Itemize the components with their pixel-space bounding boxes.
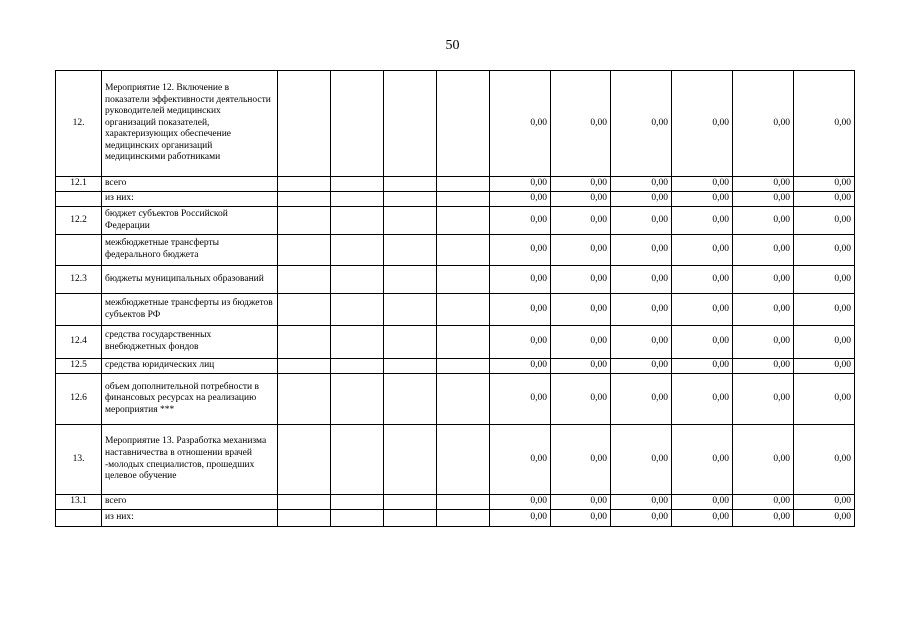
empty-cell [384, 207, 437, 235]
value-cell: 0,00 [794, 326, 855, 359]
empty-cell [437, 294, 490, 326]
empty-cell [278, 235, 331, 266]
value-cell: 0,00 [611, 425, 672, 495]
value-cell: 0,00 [490, 326, 551, 359]
row-description: бюджеты муниципальных образований [102, 266, 278, 294]
row-number: 12.4 [56, 326, 102, 359]
value-cell: 0,00 [733, 177, 794, 192]
value-cell: 0,00 [794, 510, 855, 527]
table-row [56, 177, 855, 192]
value-cell: 0,00 [672, 374, 733, 425]
value-cell: 0,00 [490, 207, 551, 235]
value-cell: 0,00 [733, 374, 794, 425]
value-cell: 0,00 [490, 266, 551, 294]
empty-cell [331, 510, 384, 527]
value-cell: 0,00 [551, 326, 611, 359]
value-cell: 0,00 [794, 495, 855, 510]
page-number: 50 [445, 38, 460, 53]
empty-cell [331, 326, 384, 359]
row-number: 12.1 [56, 177, 102, 192]
empty-cell [331, 235, 384, 266]
row-number: 12.5 [56, 359, 102, 374]
empty-cell [384, 294, 437, 326]
empty-cell [384, 235, 437, 266]
value-cell: 0,00 [794, 235, 855, 266]
table-row [56, 71, 855, 177]
empty-cell [437, 71, 490, 177]
row-description: всего [102, 177, 278, 192]
value-cell: 0,00 [794, 177, 855, 192]
row-number: 12. [56, 71, 102, 177]
empty-cell [278, 266, 331, 294]
row-number: 12.3 [56, 266, 102, 294]
empty-cell [384, 359, 437, 374]
value-cell: 0,00 [794, 266, 855, 294]
empty-cell [331, 294, 384, 326]
value-cell: 0,00 [490, 177, 551, 192]
value-cell: 0,00 [733, 326, 794, 359]
table-row [56, 374, 855, 425]
table-row [56, 425, 855, 495]
empty-cell [278, 294, 331, 326]
table-row [56, 510, 855, 527]
empty-cell [384, 192, 437, 207]
empty-cell [384, 71, 437, 177]
row-number: 12.6 [56, 374, 102, 425]
value-cell: 0,00 [733, 207, 794, 235]
empty-cell [278, 177, 331, 192]
empty-cell [278, 192, 331, 207]
value-cell: 0,00 [672, 177, 733, 192]
value-cell: 0,00 [551, 425, 611, 495]
value-cell: 0,00 [490, 510, 551, 527]
row-description: средства государственных внебюджетных фондов [102, 326, 278, 359]
table-row [56, 294, 855, 326]
row-description: бюджет субъектов Российской Федерации [102, 207, 278, 235]
row-description: объем дополнительной потребности в финансовых ресурсах на реализацию мероприятия *** [102, 374, 278, 425]
value-cell: 0,00 [672, 359, 733, 374]
value-cell: 0,00 [672, 495, 733, 510]
empty-cell [278, 326, 331, 359]
budget-table [55, 70, 855, 527]
empty-cell [278, 510, 331, 527]
value-cell: 0,00 [611, 71, 672, 177]
value-cell: 0,00 [551, 177, 611, 192]
value-cell: 0,00 [611, 207, 672, 235]
empty-cell [278, 71, 331, 177]
value-cell: 0,00 [672, 207, 733, 235]
value-cell: 0,00 [611, 510, 672, 527]
empty-cell [331, 192, 384, 207]
empty-cell [437, 177, 490, 192]
value-cell: 0,00 [551, 495, 611, 510]
value-cell: 0,00 [733, 294, 794, 326]
value-cell: 0,00 [611, 235, 672, 266]
table-body [56, 71, 855, 527]
empty-cell [331, 425, 384, 495]
value-cell: 0,00 [733, 71, 794, 177]
value-cell: 0,00 [794, 374, 855, 425]
empty-cell [437, 192, 490, 207]
value-cell: 0,00 [490, 294, 551, 326]
empty-cell [437, 359, 490, 374]
value-cell: 0,00 [733, 425, 794, 495]
value-cell: 0,00 [551, 192, 611, 207]
row-description: всего [102, 495, 278, 510]
value-cell: 0,00 [490, 359, 551, 374]
empty-cell [384, 326, 437, 359]
table-row [56, 192, 855, 207]
row-description: Мероприятие 12. Включение в показатели эффективности деятельности руководителей медицинских организаций показателей, характеризующих обеспечение медицинских организаций медицинскими работниками [102, 71, 278, 177]
value-cell: 0,00 [794, 192, 855, 207]
value-cell: 0,00 [794, 294, 855, 326]
empty-cell [384, 510, 437, 527]
value-cell: 0,00 [611, 326, 672, 359]
value-cell: 0,00 [551, 359, 611, 374]
empty-cell [384, 177, 437, 192]
empty-cell [437, 207, 490, 235]
value-cell: 0,00 [611, 266, 672, 294]
table-row [56, 266, 855, 294]
value-cell: 0,00 [672, 192, 733, 207]
value-cell: 0,00 [733, 266, 794, 294]
empty-cell [437, 326, 490, 359]
value-cell: 0,00 [733, 510, 794, 527]
value-cell: 0,00 [672, 71, 733, 177]
value-cell: 0,00 [611, 495, 672, 510]
empty-cell [331, 207, 384, 235]
value-cell: 0,00 [733, 495, 794, 510]
empty-cell [331, 71, 384, 177]
value-cell: 0,00 [794, 359, 855, 374]
value-cell: 0,00 [794, 71, 855, 177]
row-number [56, 192, 102, 207]
value-cell: 0,00 [672, 266, 733, 294]
row-description: из них: [102, 192, 278, 207]
value-cell: 0,00 [672, 425, 733, 495]
row-description: средства юридических лиц [102, 359, 278, 374]
value-cell: 0,00 [551, 374, 611, 425]
value-cell: 0,00 [490, 71, 551, 177]
empty-cell [278, 425, 331, 495]
empty-cell [384, 425, 437, 495]
empty-cell [331, 374, 384, 425]
table-row [56, 207, 855, 235]
value-cell: 0,00 [672, 510, 733, 527]
value-cell: 0,00 [551, 266, 611, 294]
table-row [56, 495, 855, 510]
empty-cell [437, 266, 490, 294]
value-cell: 0,00 [794, 207, 855, 235]
value-cell: 0,00 [490, 235, 551, 266]
value-cell: 0,00 [551, 294, 611, 326]
table-row [56, 235, 855, 266]
value-cell: 0,00 [611, 359, 672, 374]
row-number [56, 235, 102, 266]
value-cell: 0,00 [672, 235, 733, 266]
row-description: межбюджетные трансферты из бюджетов субъектов РФ [102, 294, 278, 326]
value-cell: 0,00 [551, 235, 611, 266]
row-number [56, 510, 102, 527]
value-cell: 0,00 [490, 425, 551, 495]
row-number: 13. [56, 425, 102, 495]
empty-cell [278, 495, 331, 510]
value-cell: 0,00 [611, 177, 672, 192]
table-row [56, 359, 855, 374]
empty-cell [437, 510, 490, 527]
value-cell: 0,00 [672, 294, 733, 326]
empty-cell [331, 359, 384, 374]
empty-cell [278, 207, 331, 235]
row-description: Мероприятие 13. Разработка механизма наставничества в отношении врачей -молодых специалистов, прошедших целевое обучение [102, 425, 278, 495]
value-cell: 0,00 [490, 495, 551, 510]
value-cell: 0,00 [733, 192, 794, 207]
empty-cell [331, 177, 384, 192]
row-number: 13.1 [56, 495, 102, 510]
value-cell: 0,00 [490, 374, 551, 425]
row-number: 12.2 [56, 207, 102, 235]
value-cell: 0,00 [611, 294, 672, 326]
value-cell: 0,00 [551, 510, 611, 527]
value-cell: 0,00 [611, 192, 672, 207]
value-cell: 0,00 [733, 235, 794, 266]
value-cell: 0,00 [611, 374, 672, 425]
empty-cell [384, 374, 437, 425]
row-description: из них: [102, 510, 278, 527]
value-cell: 0,00 [551, 71, 611, 177]
empty-cell [384, 495, 437, 510]
value-cell: 0,00 [794, 425, 855, 495]
empty-cell [437, 425, 490, 495]
empty-cell [278, 359, 331, 374]
row-number [56, 294, 102, 326]
empty-cell [331, 266, 384, 294]
value-cell: 0,00 [490, 192, 551, 207]
value-cell: 0,00 [551, 207, 611, 235]
value-cell: 0,00 [733, 359, 794, 374]
empty-cell [437, 374, 490, 425]
empty-cell [331, 495, 384, 510]
empty-cell [384, 266, 437, 294]
empty-cell [437, 495, 490, 510]
table-row [56, 326, 855, 359]
empty-cell [278, 374, 331, 425]
value-cell: 0,00 [672, 326, 733, 359]
empty-cell [437, 235, 490, 266]
row-description: межбюджетные трансферты федерального бюджета [102, 235, 278, 266]
